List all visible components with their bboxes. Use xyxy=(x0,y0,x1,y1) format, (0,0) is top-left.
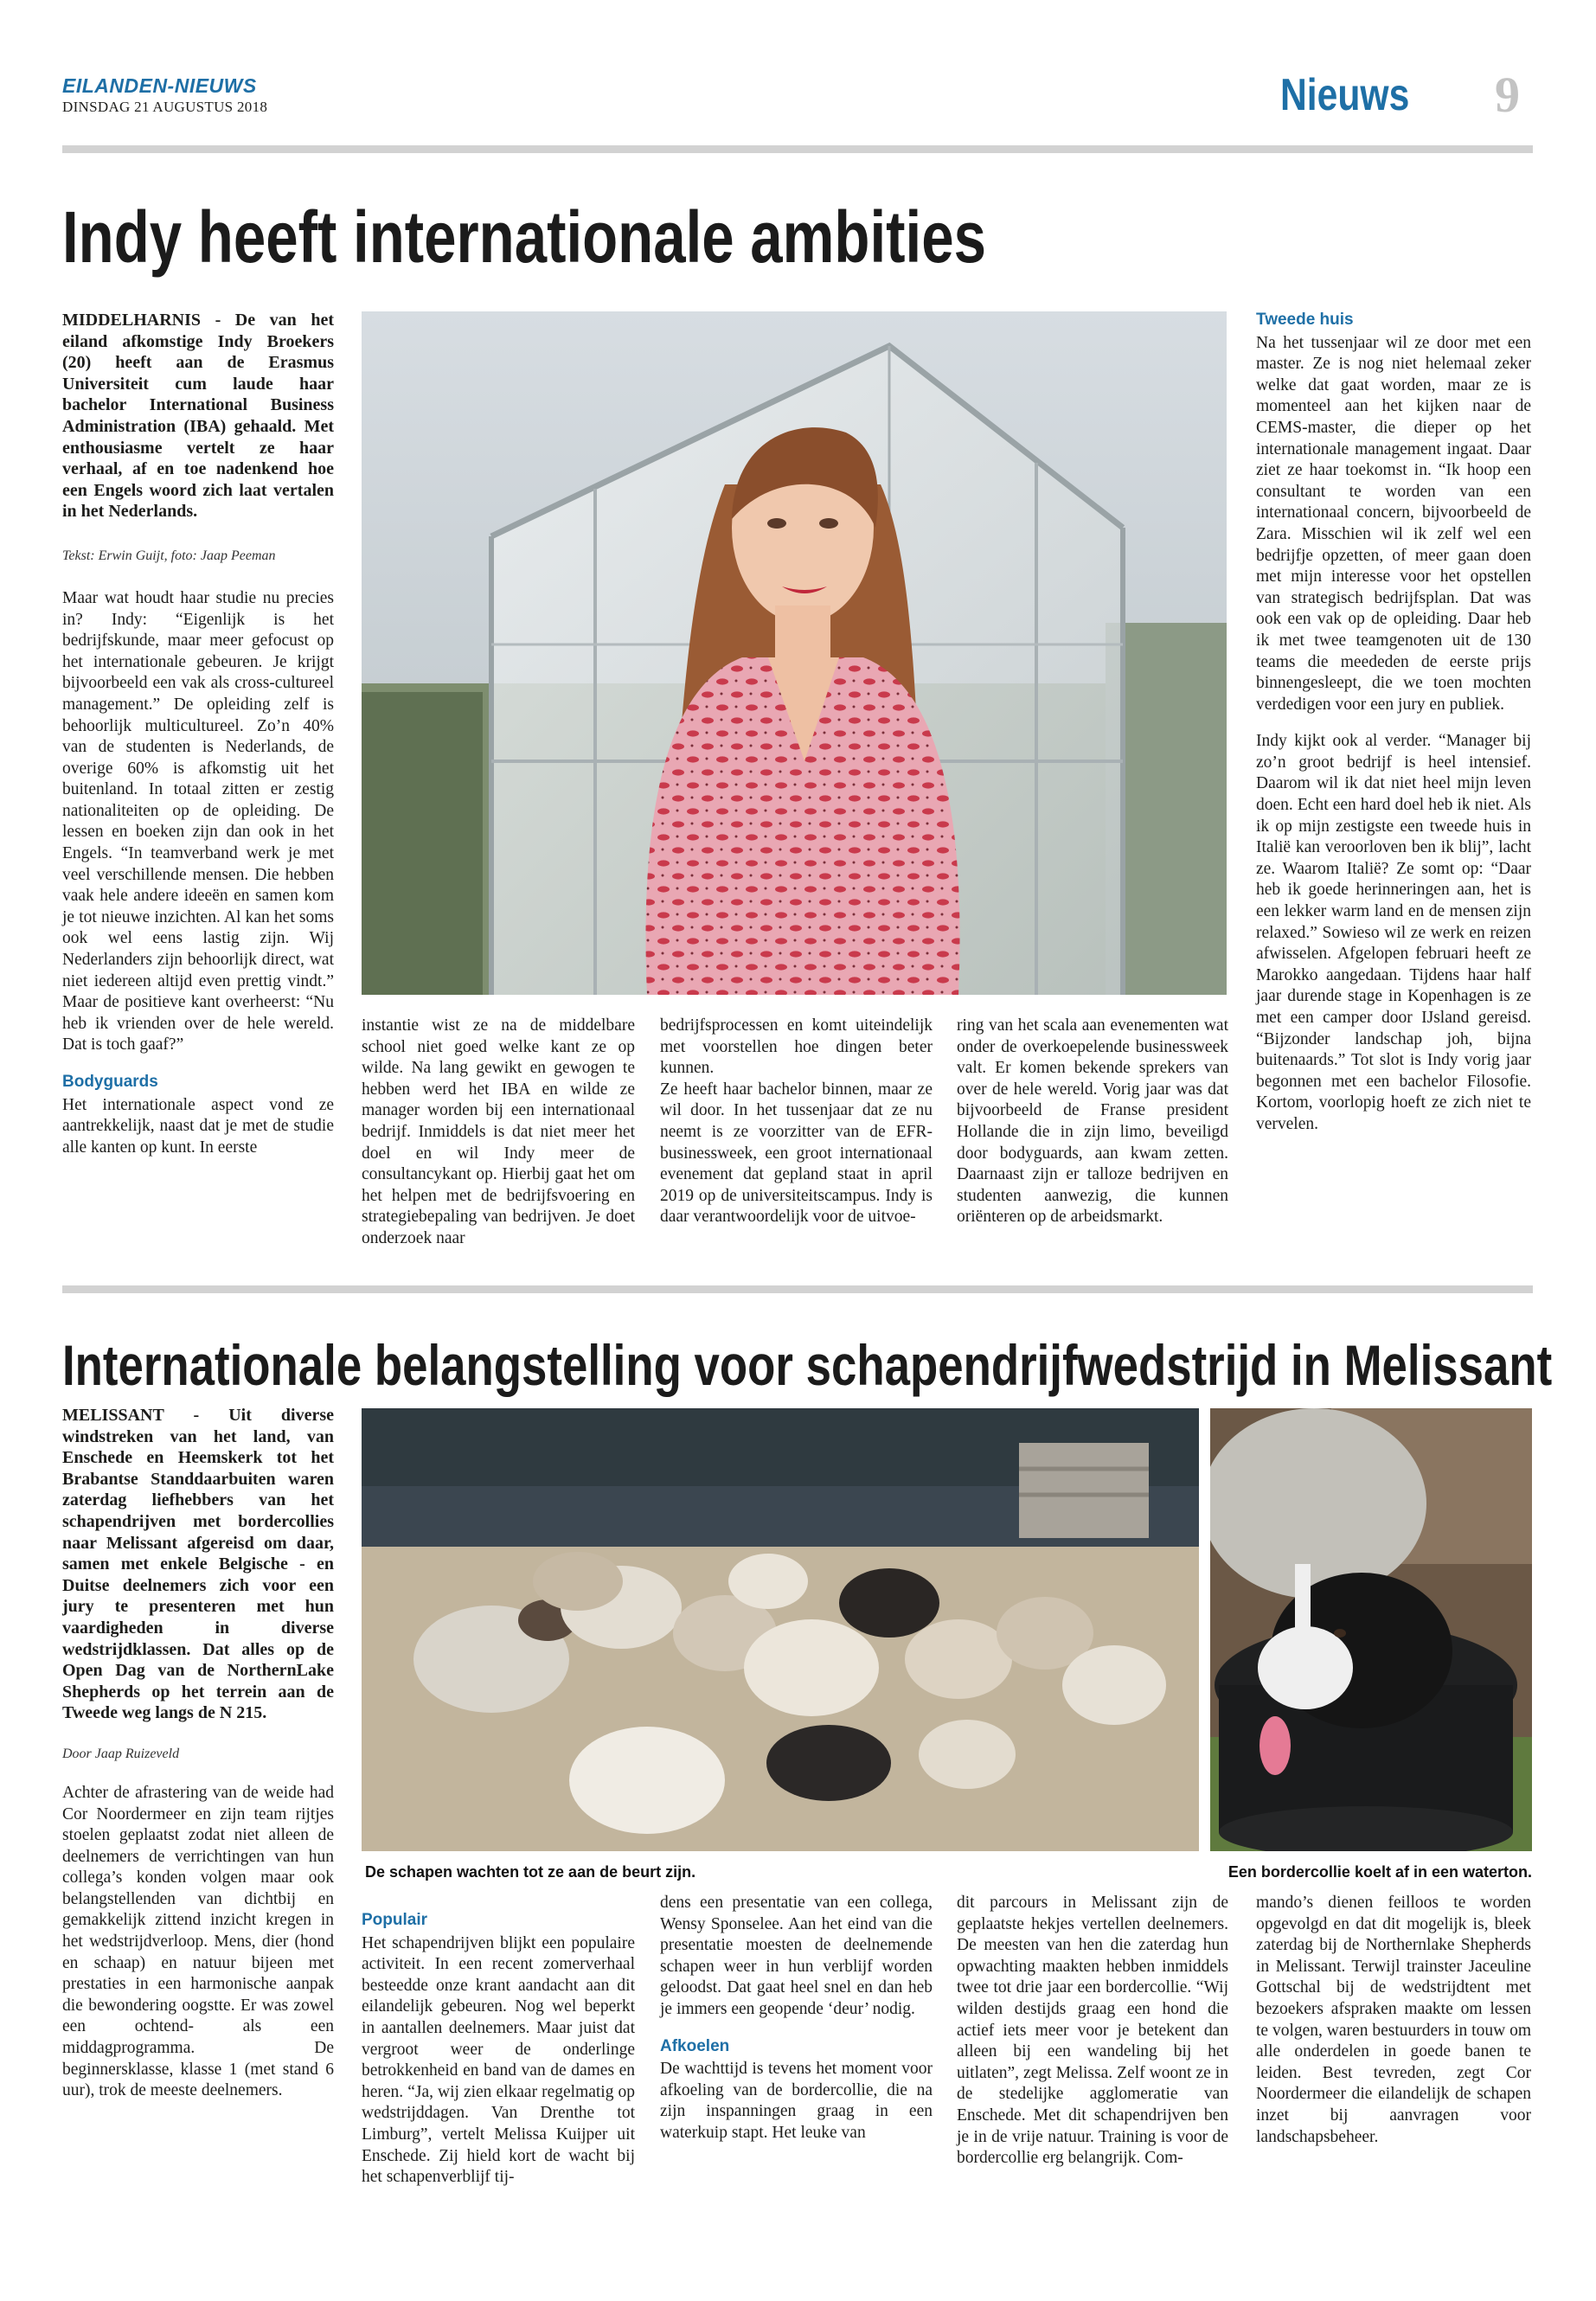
dog-photo xyxy=(1210,1408,1532,1851)
article2-paragraph: Het schapendrijven blijkt een populaire activiteit. In een recent zomerverhaal besteedde onze krant aandacht aan dit eilandelijk gebeuren. Nog wel beperkt in aantallen deelnemers. Maar juist dat vergroot weer de onderlinge betrokkenheid en band van de dames en heren. “Ja, wij zien elkaar regelmatig op wedstrijddagen. Van Drenthe tot Limburg”, vertelt Melissa Kuijper uit Enschede. Zij hield kort de wacht bij het schapenverblijf tij- xyxy=(362,1933,635,2187)
header-rule xyxy=(62,145,1533,153)
article1-column-5 xyxy=(1256,310,1531,1151)
article1-column-1 xyxy=(62,310,334,1174)
masthead: EILANDEN-NIEUWS xyxy=(62,74,257,97)
article1-lead: MIDDELHARNIS - De van het eiland afkomstige Indy Broekers (20) heeft aan de Erasmus Universiteit cum laude haar bachelor International Business Administration (IBA) gehaald. Met enthousiasme vertelt ze haar verhaal, af en toe nadenkend hoe een Engels woord zich laat vertalen in het Nederlands. xyxy=(62,311,334,522)
article2-headline: Internationale belangstelling voor schapendrijfwedstrijd in Melissant xyxy=(62,1333,1553,1397)
article2-paragraph: dens een presentatie van een collega, Wensy Sponselee. Aan het eind van die presentatie moesten de deelnemende schapen weer in hun verblijf worden geloodst. Dat gaat heel snel en dan heb je immers een geopende ‘deur’ nodig. xyxy=(660,1894,933,2018)
sheep-photo-illustration xyxy=(362,1408,1199,1851)
article1-paragraph: ring van het scala aan evenementen wat onder de overkoepelende businessweek valt. Er komen bekende sprekers van over de hele wereld. Vorig jaar was dat bijvoorbeeld de Franse president Hollande die in zijn limo, beveiligd door bodyguards, aan kwam zetten. Daarnaast zijn er talloze bedrijven en studenten aanwezig, die kunnen oriënteren op de arbeidsmarkt. xyxy=(957,1016,1228,1227)
dog-photo-illustration xyxy=(1210,1408,1532,1851)
article1-paragraph: Ze heeft haar bachelor binnen, maar ze wil door. In het tussenjaar dat ze nu neemt is ze voorzitter van de EFR-businessweek, een groot internationaal evenement dat gepland staat in april 2019 op de universiteitscampus. Indy is daar verantwoordelijk voor de uitvoe- xyxy=(660,1080,933,1227)
article1-headline: Indy heeft internationale ambities xyxy=(62,196,986,278)
photo-caption-left: De schapen wachten tot ze aan de beurt zijn. xyxy=(365,1863,696,1881)
article1-credit: Tekst: Erwin Guijt, foto: Jaap Peeman xyxy=(62,548,276,563)
article-divider xyxy=(62,1285,1533,1293)
article1-paragraph: Maar wat houdt haar studie nu precies in? Indy: “Eigenlijk is het bedrijfskunde, maar meer gefocust op het internationale gebeuren. Je krijgt bijvoorbeeld een vak als cross-cultureel management.” De opleiding zelf is behoorlijk multicultureel. Zo’n 40% van de studenten is Nederlands, de overige 60% is afkomstig uit het buitenland. In totaal zitten er zestig nationaliteiten op de opleiding. De lessen en boeken zijn dan ook in het Engels. “In teamverband werk je met veel verschillende mensen. Die hebben vaak hele andere ideeën en samen kom je tot nieuwe inzichten. Al kan het soms ook wel eens lastig zijn. Wij Nederlanders zijn behoorlijk direct, wat niet iedereen altijd even prettig vindt.” Maar de positieve kant overheerst: “Nu heb ik vrienden over de hele wereld. Dat is toch gaaf?” xyxy=(62,588,334,1054)
portrait-photo-illustration xyxy=(362,311,1227,995)
article1-column-3 xyxy=(660,1016,933,1244)
article2-column-5 xyxy=(1256,1893,1531,2163)
article2-column-3 xyxy=(660,1893,933,2160)
article1-column-4 xyxy=(957,1016,1228,1244)
article1-paragraph: Na het tussenjaar wil ze door met een master. Ze is nog niet helemaal zeker welke dat gaat worden, maar ze is momenteel aan het kijken naar de CEMS-master, die dieper op het internationale management ingaat. Daar ziet ze haar toekomst in. “Ik hoop een consultant te worden van een internationaal concern, bijvoorbeeld de Zara. Misschien wil ik zelf wel een bedrijfje opzetten, of meer gaan doen met mijn interesse voor het opstellen van strategisch bedrijfsplan. Dat was ook een vak op de opleiding. Daar heb ik met twee teamgenoten uit de 130 teams die meededen de eerste prijs binnengesleept, die we toen mochten verdedigen voor een jury en publiek. xyxy=(1256,333,1531,714)
article2-paragraph: mando’s dienen feilloos te worden opgevolgd en dat dit mogelijk is, bleek zaterdag bij de Northernlake Shepherds in Melissant. Terwijl trainster Jaceuline Gottschal bij de wedstrijdtent met bezoekers afspraken maakte om lessen te volgen, waren bestuurders in touw om alle onderdelen in goede banen te leiden. Best tevreden, zegt Cor Noordermeer die eilandelijk de schapen inzet bij aanvragen voor landschapsbeheer. xyxy=(1256,1894,1531,2146)
sheep-photo xyxy=(362,1408,1199,1851)
article2-lead: MELISSANT - Uit diverse windstreken van het land, van Enschede en Heemskerk tot het Brabantse Standdaarbuiten waren zaterdag liefhebbers van het schapendrijven met bordercollies naar Melissant afgereisd om daar, samen met enkele Belgische - en Duitse deelnemers zich voor een jury te presenteren met hun vaardigheden in diverse wedstrijdklassen. Dat alles op de Open Dag van de NorthernLake Shepherds op het terrein aan de Tweede weg langs de N 215. xyxy=(62,1406,334,1723)
article2-column-4 xyxy=(957,1893,1228,2185)
issue-date: DINSDAG 21 AUGUSTUS 2018 xyxy=(62,99,268,115)
article1-subheading: Tweede huis xyxy=(1256,311,1354,329)
photo-caption-right: Een bordercollie koelt af in een waterton. xyxy=(1227,1863,1532,1881)
article2-paragraph: De wachttijd is tevens het moment voor afkoeling van de bordercollie, die na zijn inspanningen graag in een waterkuip stapt. Het leuke van xyxy=(660,2060,933,2142)
page-number: 9 xyxy=(1495,67,1520,123)
article2-paragraph: dit parcours in Melissant zijn de geplaatste hekjes vertellen deelnemers. De meesten van hen die zaterdag hun opwachting maakten hebben inmiddels twee tot drie jaar een bordercollie. “Wij wilden destijds graag een hond die actief iets meer voor je betekent dan alleen bij een wandeling bij het uitlaten”, zegt Melissa. Zelf woont ze in de stedelijke agglomeratie van Enschede. Met dit schapendrijven ben je in de vrije natuur. Training is voor de bordercollie erg belangrijk. Com- xyxy=(957,1894,1228,2168)
article1-paragraph: bedrijfsprocessen en komt uiteindelijk met voorstellen hoe dingen beter kunnen. xyxy=(660,1016,933,1078)
article1-paragraph: Indy kijkt ook al verder. “Manager bij zo’n groot bedrijf is heel intensief. Daarom wil ik dat niet heel mijn leven doen. Echt een hard doel heb ik niet. Als ik op mijn zestigste een tweede huis in Italië kan veroorloven ben ik blij”, lacht ze. Waarom Italië? Ze somt op: “Daar heb ik goede herinneringen aan, het is een lekker warm land en de mensen zijn relaxed.” Sowieso wil ze werk en reizen afwisselen. Afgelopen februari heeft ze Marokko aangedaan. Tijdens haar half jaar durende stage in Kopenhagen is ze met een camper door IJsland gereisd. “Bijzonder landschap joh, bijna buitenaards.” Tot slot is Indy vorig jaar begonnen met een bachelor Filosofie. Kortom, voorlopig hoeft ze zich niet te vervelen. xyxy=(1256,732,1531,1133)
article1-paragraph: instantie wist ze na de middelbare school niet goed welke kant ze op wilde. Na lang gewikt en gewogen te hebben werd het IBA en wilde ze manager worden bij een internationaal bedrijf. Inmiddels is dat niet meer het doel en wil Indy meer de consultancykant op. Hierbij gaat het om het helpen met de bedrijfsvoering en strategiebepaling van bedrijven. Je doet onderzoek naar xyxy=(362,1016,635,1247)
article2-column-1 xyxy=(62,1405,334,2118)
article1-subheading: Bodyguards xyxy=(62,1073,158,1091)
article1-column-2 xyxy=(362,1016,635,1266)
article2-paragraph: Achter de afrastering van de weide had Cor Noordermeer en zijn team rijtjes stoelen geplaatst zodat niet alleen de deelnemers de verrichtingen van hun collega’s konden volgen maar ook belangstellenden van dichtbij en gemakkelijk zittend inzicht kregen in het wedstrijdverloop. Mens, dier (hond en schaap) en natuur bijeen met prestaties in een harmonische aanpak die bewondering oogstte. Er was zowel een ochtend- als een middagprogramma. De beginnersklasse, klasse 1 (met stand 6 uur), trok de meeste deelnemers. xyxy=(62,1783,334,2100)
article2-column-2 xyxy=(362,1910,635,2204)
portrait-photo xyxy=(362,311,1227,995)
article2-subheading: Afkoelen xyxy=(660,2036,730,2055)
article2-subheading: Populair xyxy=(362,1911,428,1929)
article1-paragraph: Het internationale aspect vond ze aantrekkelijk, naast dat je met de studie alle kanten op kunt. In eerste xyxy=(62,1095,334,1157)
article2-credit: Door Jaap Ruizeveld xyxy=(62,1746,180,1761)
section-title: Nieuws xyxy=(1280,70,1410,120)
